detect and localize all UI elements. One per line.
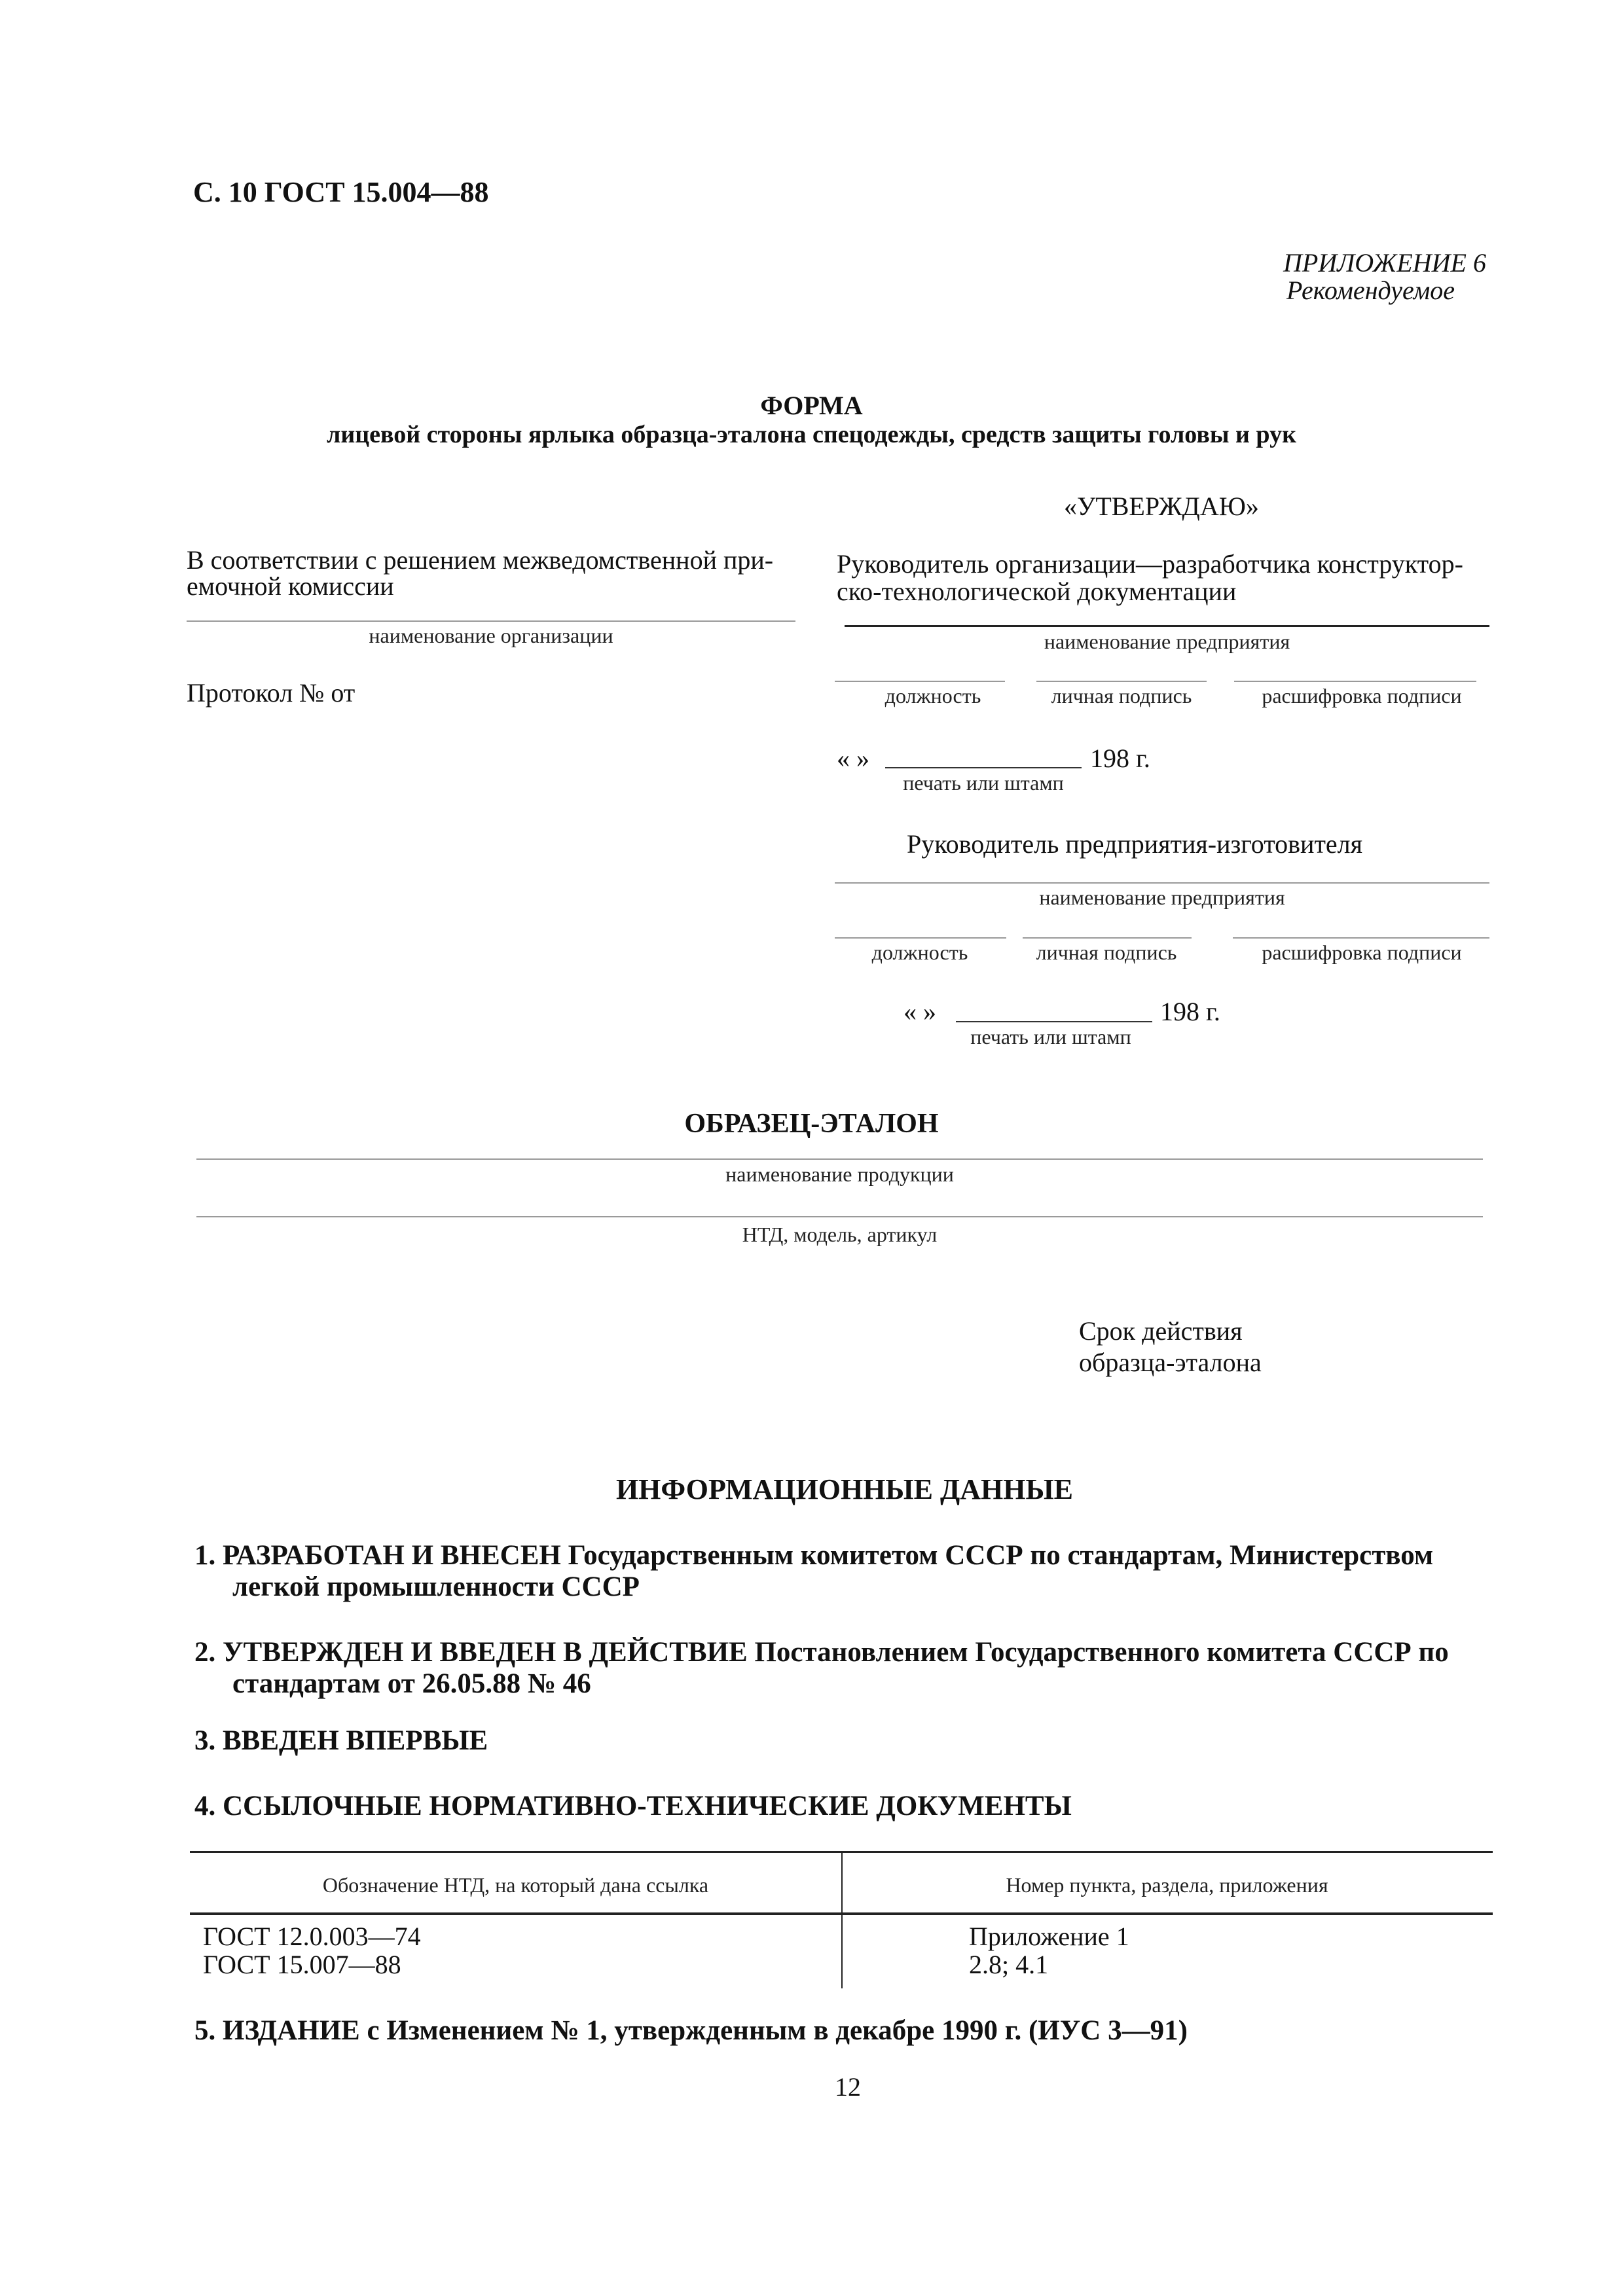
enterprise-caption-2: наименование предприятия (1039, 886, 1285, 909)
info-item-3: 3. ВВЕДЕН ВПЕРВЫЕ (194, 1725, 488, 1756)
signature-caption-2: личная подпись (1036, 941, 1177, 964)
date-quotes-1: « » (837, 744, 869, 773)
info-item-2-line1: 2. УТВЕРЖДЕН И ВВЕДЕН В ДЕЙСТВИЕ Постановлением Государственного комитета СССР по (194, 1637, 1449, 1668)
org-name-line (187, 620, 795, 622)
org-name-caption: наименование организации (369, 624, 613, 647)
page-reference: С. 10 ГОСТ 15.004—88 (193, 176, 489, 208)
commission-text-line1: В соответствии с решением межведомственной при- (187, 545, 774, 575)
stamp-caption-2: печать или штамп (970, 1025, 1131, 1049)
info-item-1-line2: легкой промышленности СССР (232, 1571, 640, 1602)
dev-head-line2: ско-технологической документации (837, 577, 1237, 606)
table-row-2-ntd: ГОСТ 15.007—88 (203, 1950, 401, 1979)
table-row-1-ntd: ГОСТ 12.0.003—74 (203, 1922, 421, 1951)
table-header-rule (190, 1912, 1493, 1915)
position-line-1 (835, 681, 1005, 682)
commission-text-line2: емочной комиссии (187, 571, 394, 601)
product-line (196, 1158, 1483, 1160)
position-line-2 (835, 937, 1006, 939)
validity-line1: Срок действия (1079, 1316, 1243, 1346)
table-row-1-clause: Приложение 1 (969, 1922, 1129, 1951)
table-header-clause: Номер пункта, раздела, приложения (1006, 1873, 1328, 1897)
info-item-2-line2: стандартам от 26.05.88 № 46 (232, 1668, 591, 1699)
info-item-4: 4. ССЫЛОЧНЫЕ НОРМАТИВНО-ТЕХНИЧЕСКИЕ ДОКУМЕНТЫ (194, 1791, 1072, 1821)
table-header-ntd: Обозначение НТД, на который дана ссылка (322, 1873, 709, 1897)
decoding-line-2 (1233, 937, 1489, 939)
date-line-1 (885, 767, 1082, 768)
page-number: 12 (835, 2072, 861, 2102)
dev-head-line1: Руководитель организации—разработчика конструктор- (837, 549, 1463, 579)
decoding-caption-2: расшифровка подписи (1262, 941, 1462, 964)
form-subtitle: лицевой стороны ярлыка образца-эталона спецодежды, средств защиты головы и рук (327, 421, 1296, 448)
date-quotes-2: « » (903, 997, 936, 1026)
appendix-note: Рекомендуемое (1286, 276, 1455, 305)
year-1: 198 г. (1090, 744, 1150, 773)
ntd-caption: НТД, модель, артикул (742, 1223, 938, 1246)
signature-line-1 (1036, 681, 1207, 682)
protocol-label: Протокол № от (187, 678, 356, 708)
info-title: ИНФОРМАЦИОННЫЕ ДАННЫЕ (615, 1473, 1074, 1505)
info-item-1-line1: 1. РАЗРАБОТАН И ВНЕСЕН Государственным комитетом СССР по стандартам, Министерством (194, 1540, 1434, 1571)
signature-caption-1: личная подпись (1051, 684, 1192, 708)
decoding-caption-1: расшифровка подписи (1262, 684, 1462, 708)
sample-title: ОБРАЗЕЦ-ЭТАЛОН (684, 1109, 939, 1139)
info-item-5: 5. ИЗДАНИЕ с Изменением № 1, утвержденным в декабре 1990 г. (ИУС 3—91) (194, 2015, 1188, 2046)
approve-label: «УТВЕРЖДАЮ» (1064, 492, 1259, 521)
enterprise-line-1 (845, 625, 1489, 627)
table-row-2-clause: 2.8; 4.1 (969, 1950, 1049, 1979)
appendix-label: ПРИЛОЖЕНИЕ 6 (1283, 248, 1486, 278)
position-caption-2: должность (871, 941, 968, 964)
year-2: 198 г. (1160, 997, 1220, 1026)
signature-line-2 (1023, 937, 1192, 939)
position-caption-1: должность (884, 684, 981, 708)
form-title: ФОРМА (760, 391, 863, 420)
date-line-2 (956, 1021, 1152, 1022)
enterprise-line-2 (835, 882, 1489, 884)
enterprise-caption-1: наименование предприятия (1044, 630, 1290, 653)
decoding-line-1 (1234, 681, 1476, 682)
product-caption: наименование продукции (725, 1162, 954, 1186)
maker-head: Руководитель предприятия-изготовителя (907, 829, 1363, 859)
stamp-caption-1: печать или штамп (903, 771, 1064, 795)
table-column-divider (841, 1851, 843, 1988)
validity-line2: образца-эталона (1079, 1348, 1262, 1377)
ntd-line (196, 1216, 1483, 1217)
